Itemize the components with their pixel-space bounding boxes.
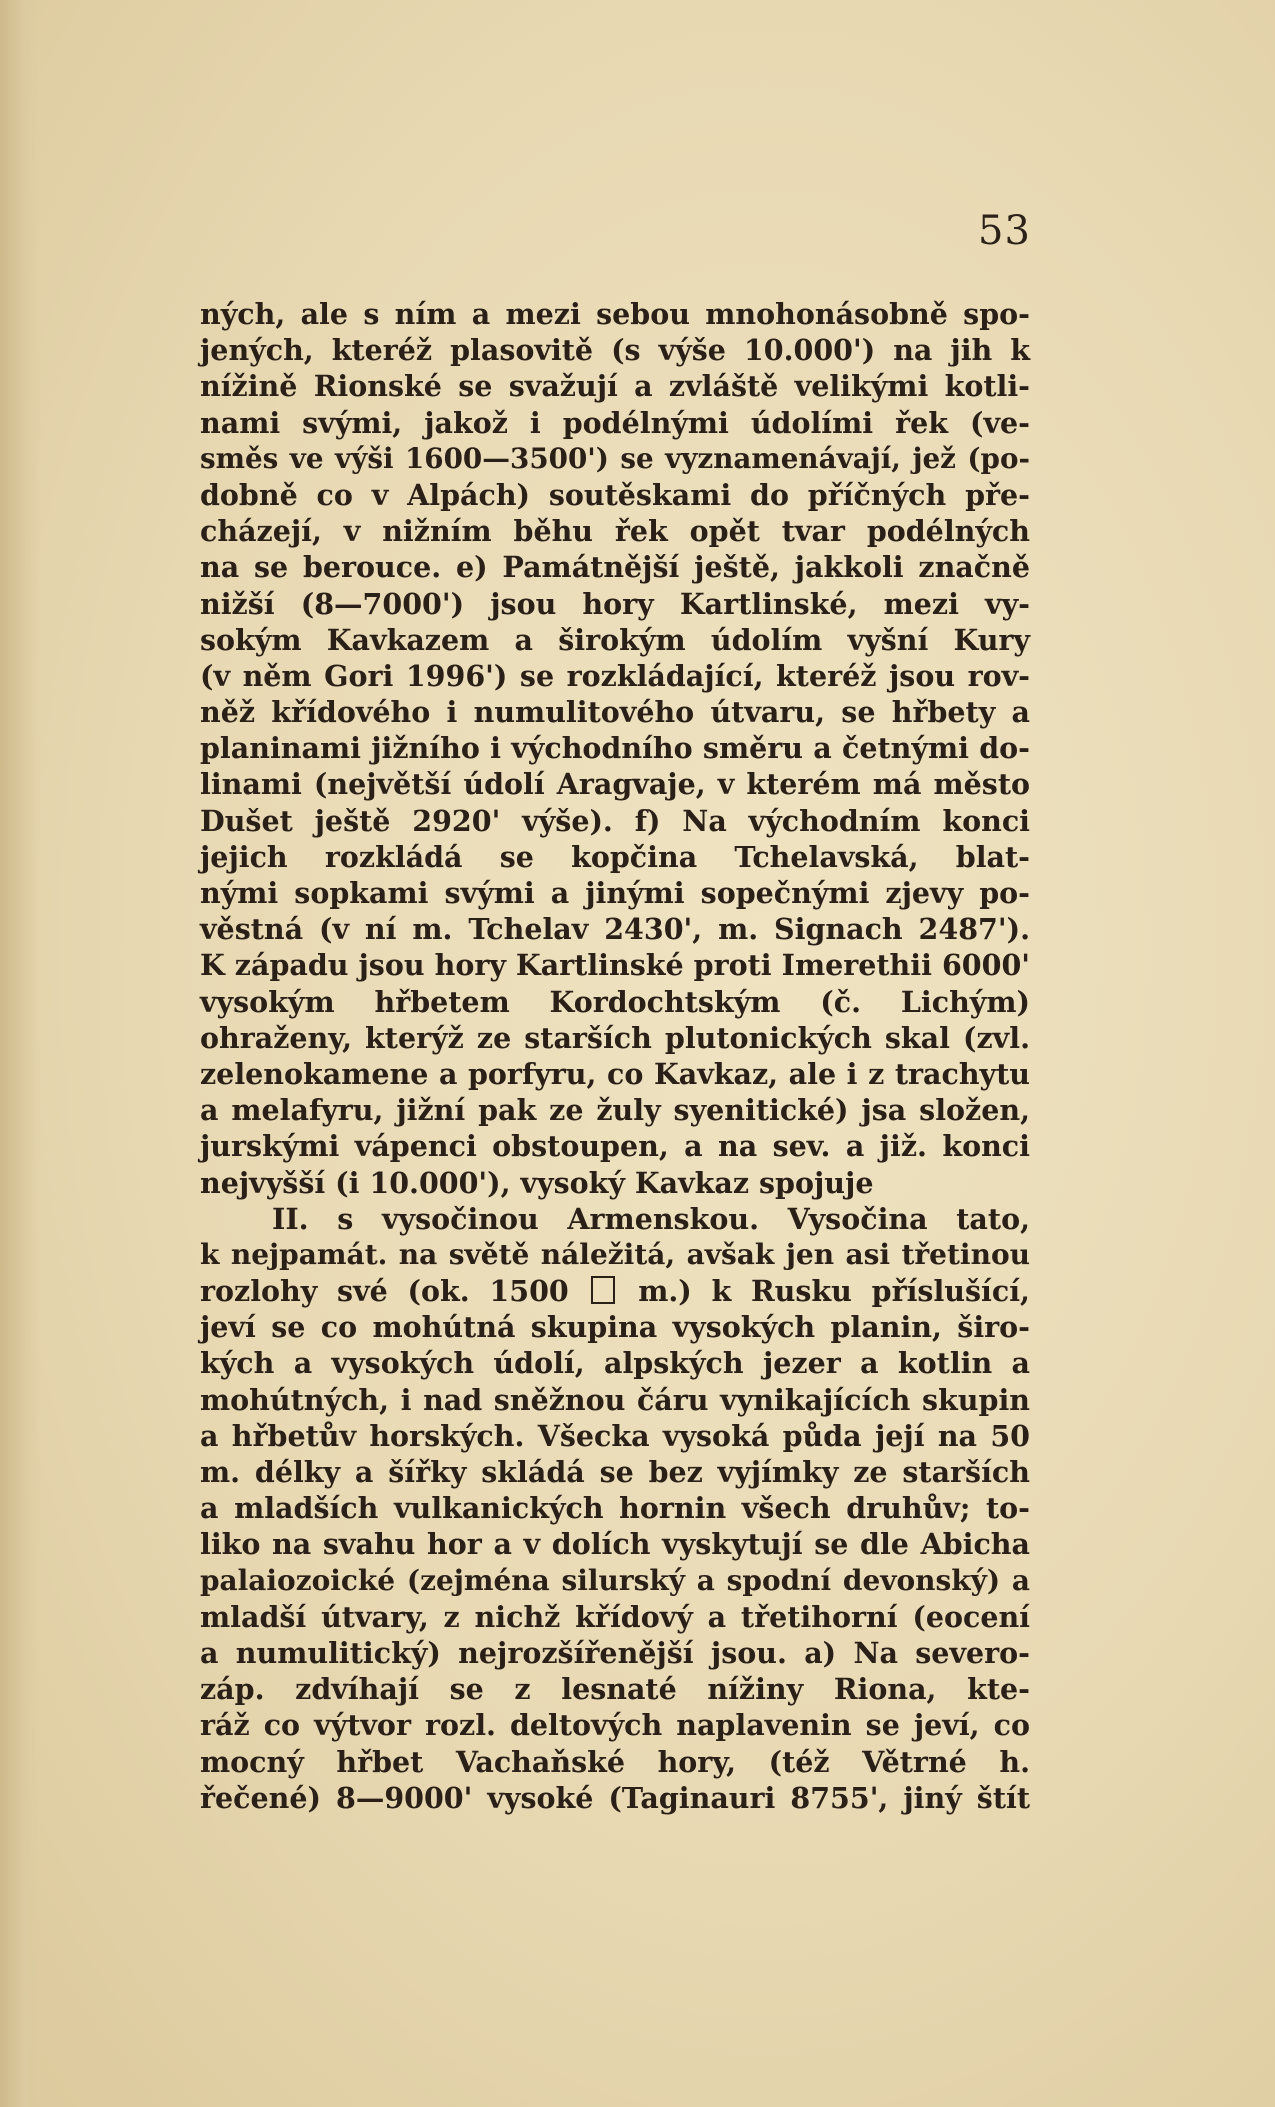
text-line: a hřbetův horských. Všecka vysoká půda její na 50 [200, 1418, 1030, 1453]
text-line: vysokým hřbetem Kordochtským (č. Lichým) [200, 984, 1030, 1019]
page-gutter [0, 0, 40, 2107]
text-segment: m.) k Rusku příslušící, [618, 1274, 1030, 1309]
text-line: liko na svahu hor a v dolích vyskytují se dle Abicha [200, 1527, 1030, 1562]
text-line: a melafyru, jižní pak ze žuly syenitické) jsa složen, [200, 1093, 1030, 1128]
text-line: II. s vysočinou Armenskou. Vysočina tato, [272, 1201, 1030, 1236]
text-line: nami svými, jakož i podélnými údolími řek (ve- [200, 405, 1030, 440]
text-segment: rozlohy své (ok. 1500 [200, 1274, 569, 1309]
text-line: jených, kteréž plasovitě (s výše 10.000') na jih k [200, 333, 1030, 368]
square-mile-symbol-icon [591, 1276, 615, 1304]
text-line: ohraženy, kterýž ze starších plutonických skal (zvl. [200, 1020, 1030, 1055]
text-line: nejvyšší (i 10.000'), vysoký Kavkaz spojuje [200, 1165, 874, 1200]
text-line: Dušet ještě 2920' výše). f) Na východním konci [200, 803, 1030, 838]
text-line: (v něm Gori 1996') se rozkládající, kteréž jsou rov- [200, 658, 1030, 693]
text-line: linami (největší údolí Aragvaje, v kterém má město [200, 767, 1030, 802]
text-line: jejich rozkládá se kopčina Tchelavská, blat- [200, 839, 1030, 874]
text-line: a numulitický) nejrozšířenější jsou. a) Na severo- [200, 1635, 1030, 1670]
text-line: ráž co výtvor rozl. deltových naplavenin se jeví, co [200, 1708, 1030, 1743]
text-line: planinami jižního i východního směru a četnými do- [200, 731, 1030, 766]
text-line: k nejpamát. na světě náležitá, avšak jen asi třetinou [200, 1237, 1030, 1271]
text-line-with-symbol [200, 1273, 1030, 1309]
text-line: m. délky a šířky skládá se bez vyjímky ze starších [200, 1455, 1030, 1489]
text-line: něž křídového i numulitového útvaru, se hřbety a [200, 695, 1030, 730]
text-line: záp. zdvíhají se z lesnaté nížiny Riona, kte- [200, 1672, 1030, 1707]
text-line: mohútných, i nad sněžnou čáru vynikajících skupin [200, 1382, 1030, 1417]
text-line: cházejí, v nižním běhu řek opět tvar podélných [200, 514, 1030, 549]
text-line: K západu jsou hory Kartlinské proti Imerethii 6000' [200, 948, 1030, 983]
text-line: nížině Rionské se svažují a zvláště velikými kotli- [200, 369, 1030, 404]
text-line: směs ve výši 1600—3500') se vyznamenávají, jež (po- [200, 441, 1030, 475]
text-line: věstná (v ní m. Tchelav 2430', m. Signach 2487'). [200, 912, 1030, 947]
text-line: nižší (8—7000') jsou hory Kartlinské, mezi vy- [200, 586, 1030, 621]
text-line: kých a vysokých údolí, alpských jezer a kotlin a [200, 1346, 1030, 1381]
text-line: jurskými vápenci obstoupen, a na sev. a již. konci [200, 1129, 1030, 1164]
text-line: mocný hřbet Vachaňské hory, (též Větrné h. [200, 1744, 1030, 1779]
text-line: dobně co v Alpách) soutěskami do příčných pře- [200, 477, 1030, 512]
text-line: nými sopkami svými a jinými sopečnými zjevy po- [200, 876, 1030, 910]
text-line: sokým Kavkazem a širokým údolím vyšní Kury [200, 622, 1030, 657]
text-line: jeví se co mohútná skupina vysokých planin, širo- [200, 1310, 1030, 1345]
page-number: 53 [978, 208, 1031, 254]
text-line: a mladších vulkanických hornin všech druhův; to- [200, 1491, 1030, 1526]
text-line: na se berouce. e) Památnější ještě, jakkoli značně [200, 550, 1030, 585]
text-line: palaiozoické (zejména silurský a spodní devonský) a [200, 1563, 1030, 1597]
text-line: řečené) 8—9000' vysoké (Taginauri 8755', jiný štít [200, 1780, 1030, 1815]
text-line: mladší útvary, z nichž křídový a třetihorní (eocení [200, 1599, 1030, 1634]
text-line: zelenokamene a porfyru, co Kavkaz, ale i z trachytu [200, 1056, 1030, 1091]
body-text [200, 296, 1030, 1816]
text-line: ných, ale s ním a mezi sebou mnohonásobně spo- [200, 297, 1030, 331]
